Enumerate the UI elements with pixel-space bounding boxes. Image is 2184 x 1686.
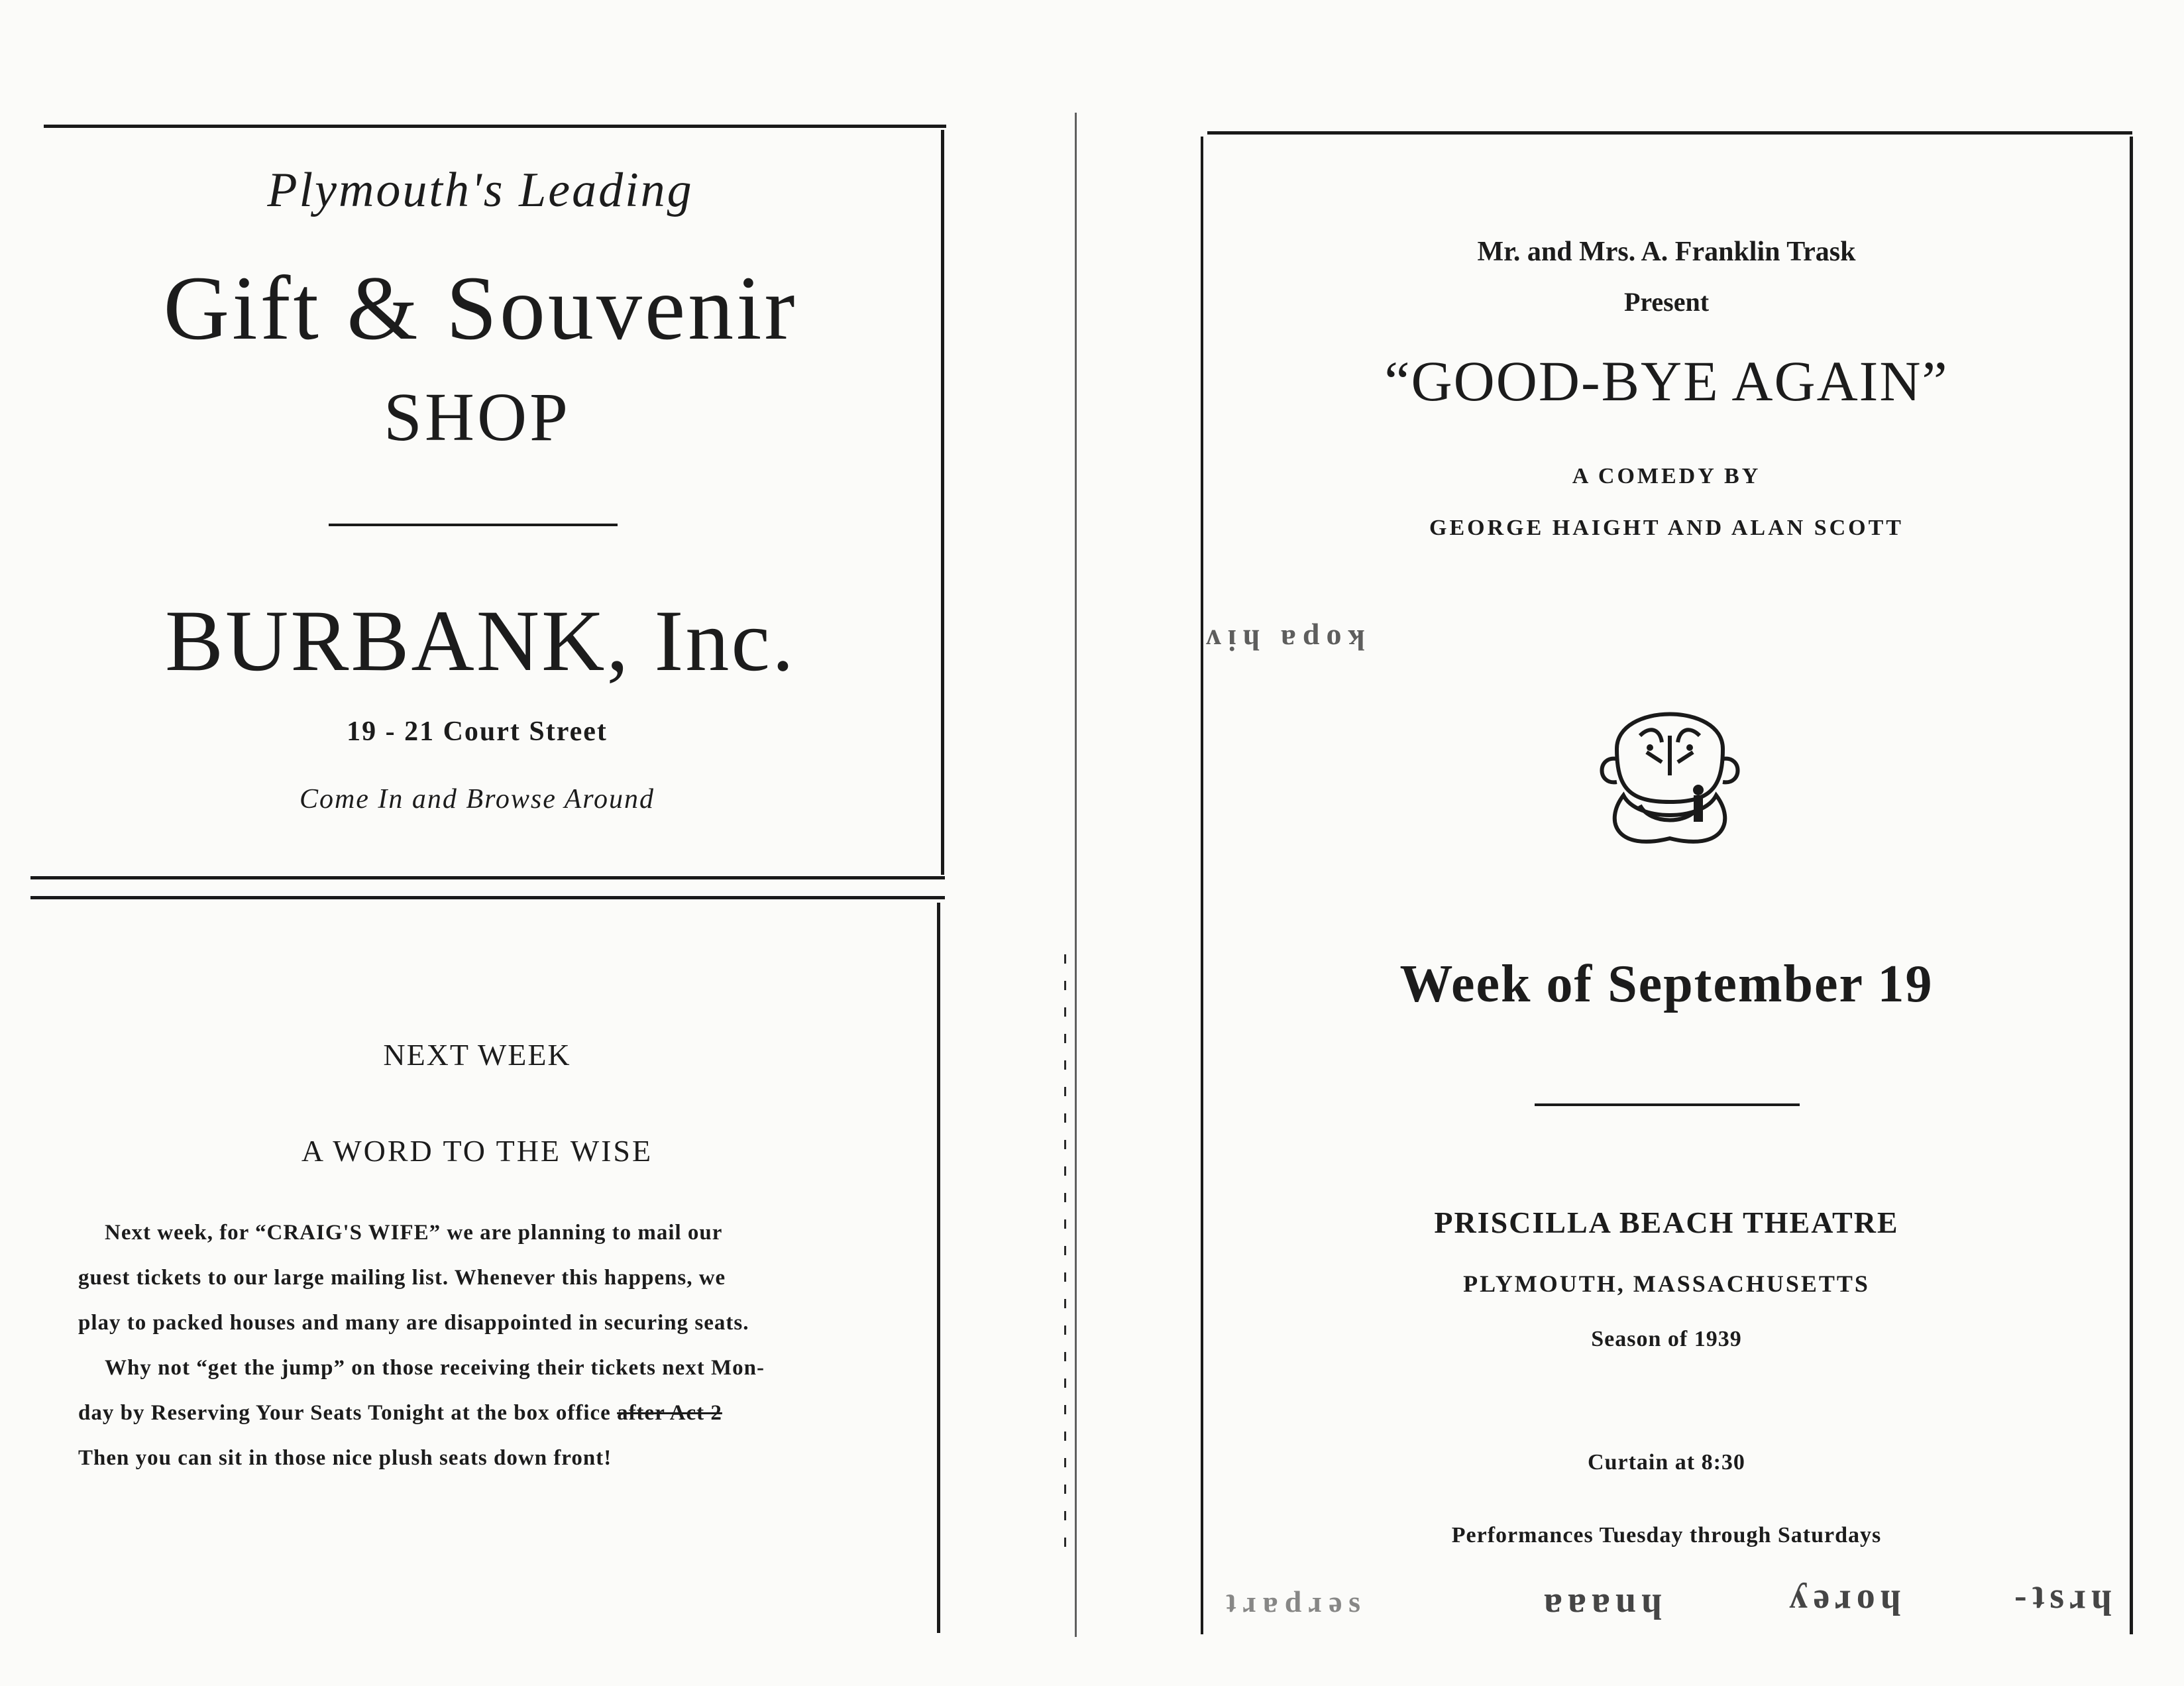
notice-line: day by Reserving Your Seats Tonight at the box office xyxy=(78,1401,611,1425)
week-date: Week of September 19 xyxy=(1399,955,1934,1013)
notice-line: play to packed houses and many are disappointed in securing seats. xyxy=(78,1311,749,1335)
ad-slogan: Come In and Browse Around xyxy=(299,784,655,815)
ad-divider xyxy=(329,524,618,526)
ad-address: 19 - 21 Court Street xyxy=(347,716,608,747)
ad-top-rule xyxy=(44,125,946,128)
notice-line: guest tickets to our large mailing list. Whenever this happens, we xyxy=(78,1266,726,1290)
program-left-rule xyxy=(1201,137,1203,1634)
presenter-name: Mr. and Mrs. A. Franklin Trask xyxy=(1477,237,1856,267)
notice-heading: NEXT WEEK xyxy=(383,1038,571,1072)
bleed-through-text: ʎǝɹoɥ xyxy=(1789,1575,1906,1616)
ad-subheadline: SHOP xyxy=(384,379,571,455)
bleed-through-text: ʌᴉɥ ɐdoʞ xyxy=(1206,617,1372,651)
comedy-mask-icon xyxy=(1577,689,1763,855)
notice-top-rule xyxy=(30,896,945,899)
ad-bottom-rule xyxy=(30,876,945,879)
performance-schedule: Performances Tuesday through Saturdays xyxy=(1451,1523,1882,1547)
struck-text: after Act 2 xyxy=(617,1401,722,1425)
ad-right-rule xyxy=(941,130,944,875)
program-divider xyxy=(1535,1103,1800,1106)
center-fold xyxy=(1075,113,1077,1637)
notice-line-with-strike xyxy=(78,1390,920,1435)
notice-line: Why not “get the jump” on those receiving their tickets next Mon- xyxy=(105,1356,765,1380)
fold-dashes xyxy=(1064,954,1066,1551)
program-right-rule xyxy=(2130,137,2133,1634)
notice-paragraph xyxy=(78,1210,920,1481)
bleed-through-text: ɐɐɐuɥ xyxy=(1544,1579,1668,1620)
notice-right-rule xyxy=(937,903,940,1633)
notice-last-line: Then you can sit in those nice plush seats down front! xyxy=(78,1446,612,1470)
play-title: “GOOD-BYE AGAIN” xyxy=(1384,349,1949,413)
ad-tagline: Plymouth's Leading xyxy=(267,163,694,217)
bleed-through-text: ʇɹɐdɹǝs xyxy=(1226,1585,1368,1618)
notice-line: Next week, for “CRAIG'S WIFE” we are planning to mail our xyxy=(105,1221,723,1245)
ad-company-name: BURBANK, Inc. xyxy=(165,592,796,689)
ad-headline: Gift & Souvenir xyxy=(163,257,798,359)
authors: GEORGE HAIGHT AND ALAN SCOTT xyxy=(1429,516,1904,540)
theatre-location: PLYMOUTH, MASSACHUSETTS xyxy=(1463,1270,1870,1297)
bleed-through-text: -ʇsɹɥ xyxy=(2014,1575,2118,1616)
theatre-mask-logo xyxy=(1577,689,1763,855)
season-label: Season of 1939 xyxy=(1591,1327,1742,1351)
genre-label: A COMEDY BY xyxy=(1572,464,1761,488)
program-top-rule xyxy=(1207,131,2132,135)
notice-subheading: A WORD TO THE WISE xyxy=(301,1134,653,1168)
curtain-time: Curtain at 8:30 xyxy=(1588,1450,1745,1475)
presents-label: Present xyxy=(1623,287,1710,317)
theatre-name: PRISCILLA BEACH THEATRE xyxy=(1434,1206,1899,1239)
